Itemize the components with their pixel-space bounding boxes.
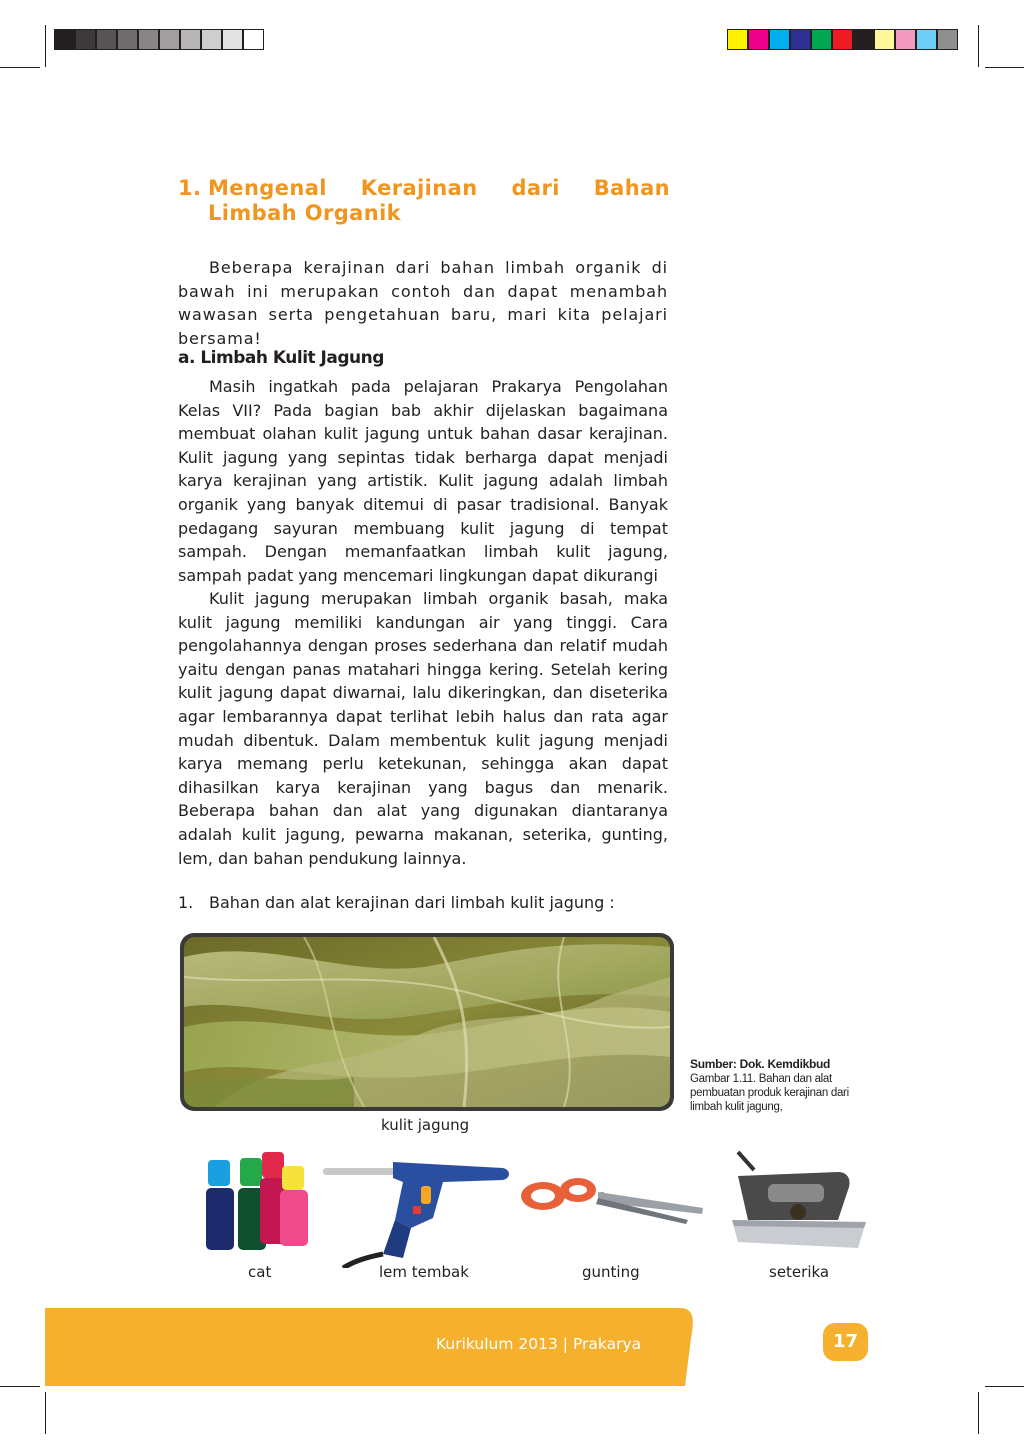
color-swatch xyxy=(832,29,853,50)
color-swatch xyxy=(853,29,874,50)
iron-image xyxy=(718,1150,866,1258)
color-swatch xyxy=(222,29,243,50)
scissors-image xyxy=(518,1168,708,1228)
list-number: 1. xyxy=(178,893,194,912)
color-swatch xyxy=(895,29,916,50)
grayscale-color-bar xyxy=(54,29,264,50)
heading-number: 1. xyxy=(178,176,202,200)
color-swatch xyxy=(937,29,958,50)
body-text-1: Masih ingatkah pada pelajaran Prakarya Pengolahan Kelas VII? Pada bagian bab akhir dijelaskan bagaimana membuat olahan kulit jagung untuk bahan dasar kerajinan. Kulit jagung yang sepintas tidak berharga dapat menjadi karya kerajinan yang artistik. Kulit jagung adalah limbah organik yang banyak ditemui di pasar tradisional. Banyak pedagang sayuran membuang kulit jagung di tempat sampah. Dengan memanfaatkan limbah kulit jagung, sampah padat yang mencemari lingkungan dapat dikurangi xyxy=(178,377,668,585)
color-swatch xyxy=(75,29,96,50)
color-swatch xyxy=(180,29,201,50)
glue-gun-image xyxy=(323,1158,513,1268)
color-swatch xyxy=(769,29,790,50)
color-swatch xyxy=(138,29,159,50)
tool-label-glue-gun: lem tembak xyxy=(379,1263,469,1281)
color-swatch xyxy=(748,29,769,50)
tool-label-scissors: gunting xyxy=(582,1263,640,1281)
color-swatch xyxy=(96,29,117,50)
footer-text xyxy=(436,1335,641,1353)
color-swatch xyxy=(874,29,895,50)
corn-husk-illustration xyxy=(184,937,670,1107)
intro-paragraph xyxy=(178,256,668,350)
list-item xyxy=(178,893,615,912)
color-swatch xyxy=(159,29,180,50)
color-swatch xyxy=(54,29,75,50)
paint-bottles-image xyxy=(198,1148,316,1254)
figure-source xyxy=(690,1057,865,1114)
figure-caption: Gambar 1.11. Bahan dan alat pembuatan produk kerajinan dari limbah kulit jagung, xyxy=(690,1073,849,1113)
cmyk-color-bar xyxy=(727,29,958,50)
footer-subject: Prakarya xyxy=(572,1335,642,1353)
tool-label-iron: seterika xyxy=(769,1263,830,1281)
color-swatch xyxy=(117,29,138,50)
color-swatch xyxy=(243,29,264,50)
color-swatch xyxy=(727,29,748,50)
color-swatch xyxy=(916,29,937,50)
body-paragraph-1 xyxy=(178,375,668,587)
section-heading xyxy=(178,176,670,226)
color-swatch xyxy=(201,29,222,50)
corn-husk-photo xyxy=(180,933,674,1111)
footer-separator: | xyxy=(562,1335,568,1353)
source-label: Sumber: Dok. Kemdikbud xyxy=(690,1057,831,1071)
intro-text: Beberapa kerajinan dari bahan limbah organik di bawah ini merupakan contoh dan dapat menambah wawasan serta pengetahuan baru, mari kita pelajari bersama! xyxy=(178,258,668,348)
color-swatch xyxy=(790,29,811,50)
photo-caption: kulit jagung xyxy=(381,1116,470,1134)
footer-book: Kurikulum 2013 xyxy=(436,1335,558,1353)
page-number: 17 xyxy=(823,1323,868,1361)
body-text-2: Kulit jagung merupakan limbah organik basah, maka kulit jagung memiliki kandungan air yang tinggi. Cara pengolahannya dengan proses sederhana dan relatif mudah yaitu dengan panas matahari hingga kering. Setelah kering kulit jagung dapat diwarnai, lalu dikeringkan, dan diseterika agar lembarannya dapat terlihat lebih halus dan rata agar mudah dibentuk. Dalam membentuk kulit jagung menjadi karya memang perlu ketekunan, sehingga akan dapat dihasilkan karya kerajinan yang bagus dan menarik. Beberapa bahan dan alat yang digunakan diantaranya adalah kulit jagung, pewarna makanan, seterika, gunting, lem, dan bahan pendukung lainnya. xyxy=(178,589,668,868)
color-swatch xyxy=(811,29,832,50)
heading-text: Mengenal Kerajinan dari Bahan Limbah Organik xyxy=(208,176,670,225)
tool-label-cat: cat xyxy=(248,1263,272,1281)
subsection-title: a. Limbah Kulit Jagung xyxy=(178,348,384,368)
list-text: Bahan dan alat kerajinan dari limbah kulit jagung : xyxy=(209,893,615,912)
body-paragraph-2 xyxy=(178,587,668,870)
